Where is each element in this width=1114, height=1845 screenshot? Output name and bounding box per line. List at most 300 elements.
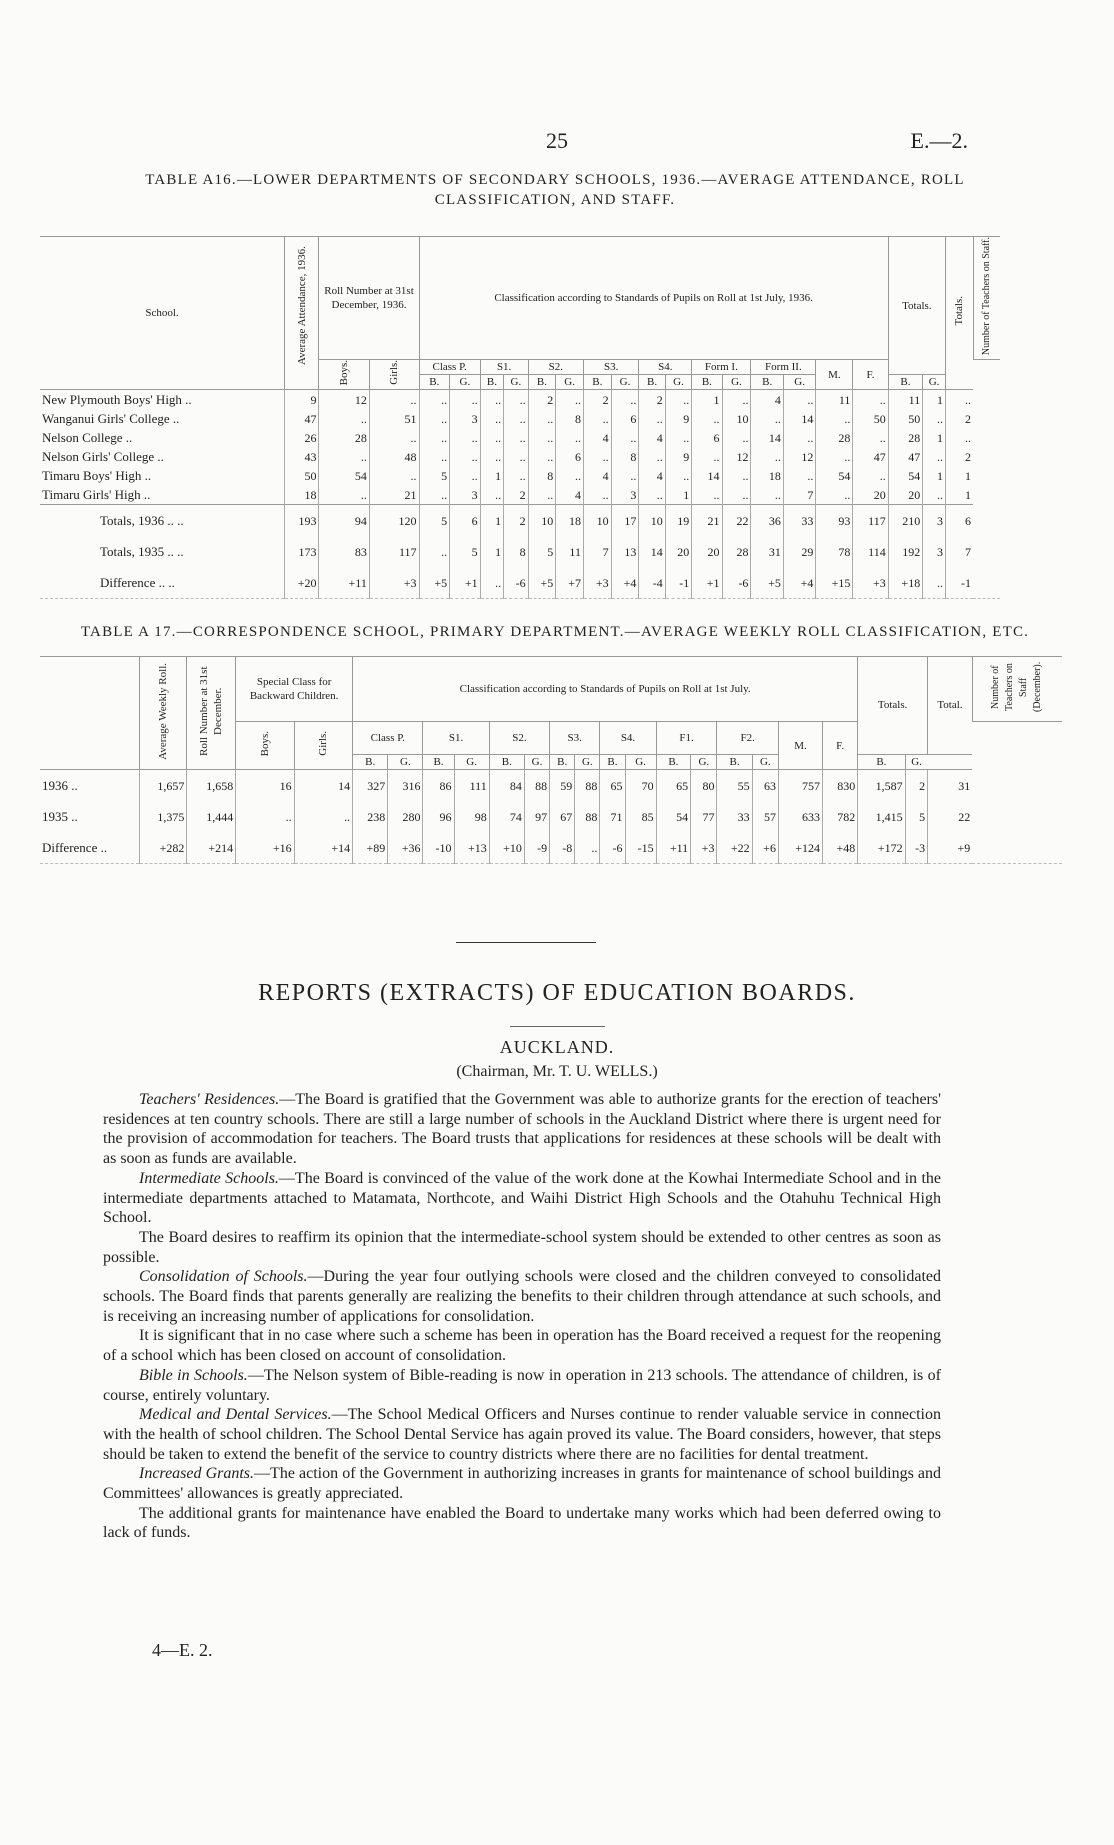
school-name: New Plymouth Boys' High ..: [42, 391, 192, 407]
table-cell: 120: [369, 505, 419, 537]
col-roll: Roll Number at 31st December, 1936.: [319, 237, 419, 360]
table-cell: ..: [528, 409, 556, 428]
table-cell: ..: [923, 485, 946, 505]
col-teachers-label: Number of Teachers on Staff.: [980, 237, 992, 356]
table-cell: 12: [722, 447, 751, 466]
group-header: S4.: [639, 360, 692, 375]
table-cell: 93: [816, 505, 853, 537]
table-cell: 633: [778, 801, 822, 832]
table-cell: 9: [285, 390, 319, 410]
table-cell: +48: [823, 832, 858, 864]
table-cell: ..: [419, 447, 450, 466]
table-cell: -3: [905, 832, 928, 864]
table-cell: -4: [639, 567, 665, 599]
table-cell: 19: [665, 505, 691, 537]
boys-label: Boys.: [258, 730, 271, 757]
table-cell: +4: [611, 567, 639, 599]
table-cell: 54: [816, 466, 853, 485]
girls-col-header: G.: [691, 754, 717, 769]
group-header: S1.: [480, 360, 528, 375]
table-cell: 77: [691, 801, 717, 832]
report-body: [103, 1090, 941, 1543]
table-cell: 4: [639, 428, 665, 447]
col-total: Total.: [928, 657, 973, 755]
col-average-weekly: [140, 657, 187, 770]
table-cell: ..: [369, 428, 419, 447]
table-cell: 8: [504, 536, 528, 567]
table-cell: ..: [722, 428, 751, 447]
col-classification: Classification according to Standards of Pupils on Roll at 1st July, 1936.: [419, 237, 888, 360]
table-cell: ..: [816, 485, 853, 505]
boys-col-header: B.: [600, 754, 625, 769]
col-average-weekly-label: Average Weekly Roll.: [157, 662, 170, 760]
table-cell: 26: [285, 428, 319, 447]
girls-col-header: G.: [923, 375, 946, 390]
table-cell: ..: [945, 390, 973, 410]
table-cell: 59: [550, 770, 575, 802]
table-cell: 10: [583, 505, 611, 537]
table-cell: +11: [656, 832, 691, 864]
table-cell: 316: [388, 770, 423, 802]
table-cell: ..: [665, 466, 691, 485]
table-cell: ..: [611, 428, 639, 447]
report-paragraph: [103, 1090, 941, 1169]
table-cell: 9: [665, 409, 691, 428]
table-row: [40, 390, 1000, 410]
table-cell: 5: [419, 466, 450, 485]
school-name: Timaru Girls' High ..: [42, 486, 151, 502]
table-cell: 4: [583, 428, 611, 447]
group-header: S3.: [550, 722, 600, 755]
table-cell: -10: [423, 832, 454, 864]
table-cell: 11: [556, 536, 584, 567]
table-cell: 1: [480, 505, 503, 537]
table-cell: 6: [556, 447, 584, 466]
col-special-boys: [236, 722, 294, 770]
table-cell: +3: [853, 567, 888, 599]
boys-col-header: B.: [692, 375, 722, 390]
girls-col-header: G.: [625, 754, 656, 769]
table-cell: 28: [888, 428, 922, 447]
table-cell: 86: [423, 770, 454, 802]
col-year: [40, 657, 140, 770]
table-cell: +5: [751, 567, 783, 599]
table-cell: ..: [783, 390, 815, 410]
school-name: Nelson Girls' College ..: [42, 448, 164, 464]
table-cell: 2: [945, 447, 973, 466]
table-cell: +3: [583, 567, 611, 599]
boys-col-header: B.: [528, 375, 556, 390]
table-cell: +15: [816, 567, 853, 599]
table-cell: 14: [783, 409, 815, 428]
girls-col-header: G.: [504, 375, 528, 390]
table-cell: 20: [692, 536, 722, 567]
paragraph-text: —During the year four outlying schools were closed and the children conveyed to consolidated schools. The Board finds that parents generally are realizing the benefits to their children through attendance at such schools, and is receiving an increasing number of applications for consolidation.: [103, 1268, 942, 1325]
footer-signature: 4—E. 2.: [152, 1640, 213, 1660]
table-cell: 193: [285, 505, 319, 537]
table-cell: 13: [611, 536, 639, 567]
table-cell: ..: [611, 390, 639, 410]
col-roll-december-label: Roll Number at 31st December.: [198, 666, 225, 756]
table-row: [40, 832, 1062, 864]
boys-col-header: B.: [583, 375, 611, 390]
table-cell: 3: [450, 485, 481, 505]
table-cell: ..: [450, 428, 481, 447]
table-cell: 1: [480, 536, 503, 567]
table-cell: ..: [419, 536, 450, 567]
table-cell: +214: [187, 832, 236, 864]
table-cell: +7: [556, 567, 584, 599]
table-cell: 28: [319, 428, 369, 447]
table-cell: 17: [611, 505, 639, 537]
table-cell: 63: [752, 770, 778, 802]
table-cell: 47: [285, 409, 319, 428]
table-cell: ..: [751, 485, 783, 505]
table-cell: ..: [528, 447, 556, 466]
table-cell: 14: [751, 428, 783, 447]
group-header: S2.: [528, 360, 583, 375]
table-cell: ..: [419, 390, 450, 410]
table-cell: -6: [504, 567, 528, 599]
table-cell: +3: [369, 567, 419, 599]
region-heading: AUCKLAND.: [499, 1037, 615, 1057]
table-cell: ..: [665, 428, 691, 447]
table-cell: ..: [480, 567, 503, 599]
table-cell: 28: [722, 536, 751, 567]
boys-col-header: B.: [423, 754, 454, 769]
table-row: [40, 447, 1000, 466]
table-cell: 1,657: [140, 770, 187, 802]
table-cell: ..: [816, 447, 853, 466]
table-cell: 14: [639, 536, 665, 567]
table-cell: -1: [665, 567, 691, 599]
table-cell: ..: [945, 428, 973, 447]
table-cell: 117: [369, 536, 419, 567]
table-cell: +4: [783, 567, 815, 599]
report-paragraph: [103, 1228, 941, 1267]
table-cell: 36: [751, 505, 783, 537]
table-cell: 1: [945, 466, 973, 485]
table-cell: ..: [583, 485, 611, 505]
table-cell: -9: [524, 832, 549, 864]
table-cell: -15: [625, 832, 656, 864]
table-cell: 21: [369, 485, 419, 505]
table-cell: 97: [524, 801, 549, 832]
report-paragraph: [103, 1326, 941, 1365]
table-a16-caption: [40, 170, 1070, 210]
table-cell: +22: [717, 832, 752, 864]
table-cell: 5: [450, 536, 481, 567]
table-cell: ..: [639, 409, 665, 428]
girls-label: Girls.: [388, 360, 401, 386]
col-m: M.: [816, 360, 853, 390]
table-cell: 54: [319, 466, 369, 485]
table-cell: ..: [450, 390, 481, 410]
table-cell: ..: [480, 428, 503, 447]
table-cell: ..: [369, 466, 419, 485]
table-cell: ..: [783, 428, 815, 447]
table-cell: ..: [639, 447, 665, 466]
table-cell: 3: [923, 505, 946, 537]
page-number: 25: [546, 128, 568, 153]
col-teachers-label: Number of Teachers on Staff (December).: [990, 661, 1044, 713]
table-cell: 327: [353, 770, 388, 802]
table-cell: ..: [294, 801, 352, 832]
table-cell: 7: [583, 536, 611, 567]
table-cell: 47: [853, 447, 888, 466]
table-cell: 1,375: [140, 801, 187, 832]
col-roll-december: [187, 657, 236, 770]
table-cell: ..: [504, 428, 528, 447]
table-cell: +124: [778, 832, 822, 864]
boys-col-header: B.: [480, 375, 503, 390]
table-cell: +3: [691, 832, 717, 864]
table-cell: 10: [528, 505, 556, 537]
table-cell: ..: [722, 390, 751, 410]
group-header: Form I.: [692, 360, 751, 375]
table-cell: 51: [369, 409, 419, 428]
girls-col-header: G.: [783, 375, 815, 390]
table-cell: ..: [692, 409, 722, 428]
table-cell: 7: [945, 536, 973, 567]
table-cell: 1: [923, 428, 946, 447]
table-cell: 757: [778, 770, 822, 802]
table-cell: 33: [783, 505, 815, 537]
col-classification: Classification according to Standards of Pupils on Roll at 1st July.: [353, 657, 858, 722]
title-rule: [510, 1026, 605, 1027]
paragraph-heading: Teachers' Residences.: [139, 1091, 280, 1108]
table-cell: 67: [550, 801, 575, 832]
col-roll-girls: [369, 360, 419, 390]
table-cell: ..: [556, 466, 584, 485]
table-cell: ..: [751, 447, 783, 466]
table-cell: ..: [504, 466, 528, 485]
col-special-girls: [294, 722, 352, 770]
table-cell: 6: [692, 428, 722, 447]
col-totals: [945, 237, 973, 390]
table-cell: 70: [625, 770, 656, 802]
table-cell: ..: [480, 409, 503, 428]
paragraph-text: —The Nelson system of Bible-reading is now in operation in 213 schools. The attendance of children, is of course, entirely voluntary.: [103, 1366, 942, 1404]
table-cell: 6: [945, 505, 973, 537]
summary-label: Totals, 1935 .. ..: [100, 543, 184, 559]
table-cell: 5: [419, 505, 450, 537]
girls-label: Girls.: [317, 731, 330, 756]
table-cell: +20: [285, 567, 319, 599]
table-cell: ..: [583, 447, 611, 466]
table-cell: ..: [923, 447, 946, 466]
table-cell: 28: [816, 428, 853, 447]
col-average-label: Average Attendance, 1936.: [295, 246, 308, 366]
table-cell: 88: [524, 770, 549, 802]
table-cell: ..: [853, 466, 888, 485]
caption-line: TABLE A16.—LOWER DEPARTMENTS OF SECONDARY SCHOOLS, 1936.—AVERAGE ATTENDANCE, ROLL: [145, 172, 965, 188]
table-cell: +9: [928, 832, 973, 864]
table-cell: ..: [450, 466, 481, 485]
table-cell: ..: [369, 390, 419, 410]
summary-label: Difference .. ..: [100, 574, 175, 590]
table-cell: 2: [504, 505, 528, 537]
paragraph-text: —The Board is convinced of the value of the work done at the Kowhai Intermediate School and in the intermediate departments attached to Matamata, Northcote, and Waihi District High Schools and the Otahuhu Technical High School.: [103, 1169, 941, 1227]
col-totals-label: Totals.: [953, 296, 966, 326]
table-row: [40, 466, 1000, 485]
report-paragraph: [103, 1464, 941, 1503]
girls-col-header: G.: [905, 754, 928, 769]
table-cell: +1: [692, 567, 722, 599]
boys-label: Boys.: [338, 360, 351, 386]
paragraph-text: The additional grants for maintenance have enabled the Board to undertake many works which had been deferred owing to lack of funds.: [103, 1504, 941, 1542]
table-cell: 54: [888, 466, 922, 485]
table-cell: 98: [454, 801, 489, 832]
table-row: [40, 409, 1000, 428]
table-cell: 192: [888, 536, 922, 567]
table-cell: ..: [583, 409, 611, 428]
table-cell: 18: [751, 466, 783, 485]
table-cell: 85: [625, 801, 656, 832]
row-label: Difference ..: [42, 839, 108, 855]
table-cell: 65: [656, 770, 691, 802]
table-cell: +282: [140, 832, 187, 864]
table-cell: 12: [783, 447, 815, 466]
table-cell: ..: [236, 801, 294, 832]
paragraph-text: —The action of the Government in authorizing increases in grants for maintenance of school buildings and Committees' allowances is greatly appreciated.: [103, 1465, 942, 1503]
table-cell: 2: [528, 390, 556, 410]
paragraph-heading: Increased Grants.: [139, 1465, 255, 1483]
table-cell: ..: [480, 390, 503, 410]
summary-row: [40, 536, 1000, 567]
table-cell: +1: [450, 567, 481, 599]
summary-label: Totals, 1936 .. ..: [40, 505, 285, 537]
table-cell: ..: [575, 832, 600, 864]
row-label: 1936 ..: [40, 770, 140, 802]
table-a17-caption: TABLE A 17.—CORRESPONDENCE SCHOOL, PRIMARY DEPARTMENT.—AVERAGE WEEKLY ROLL CLASSIFICATION, ETC.: [80, 624, 1030, 640]
table-cell: +6: [752, 832, 778, 864]
boys-col-header: B.: [858, 754, 905, 769]
table-cell: +13: [454, 832, 489, 864]
table-cell: 2: [905, 770, 928, 802]
table-cell: ..: [419, 485, 450, 505]
paragraph-text: It is significant that in no case where such a scheme has been in operation has the Board received a request for the reopening of a school which has been closed on account of consolidation.: [103, 1327, 941, 1365]
table-cell: 12: [319, 390, 369, 410]
table-cell: +10: [489, 832, 524, 864]
table-cell: ..: [853, 390, 888, 410]
boys-col-header: B.: [656, 754, 691, 769]
table-cell: 50: [285, 466, 319, 485]
table-cell: 20: [853, 485, 888, 505]
group-header: Class P.: [353, 722, 423, 755]
girls-col-header: G.: [722, 375, 751, 390]
table-cell: 47: [888, 447, 922, 466]
table-cell: 48: [369, 447, 419, 466]
table-cell: -6: [722, 567, 751, 599]
table-cell: 3: [611, 485, 639, 505]
table-cell: 20: [888, 485, 922, 505]
table-cell: ..: [504, 447, 528, 466]
table-cell: 50: [888, 409, 922, 428]
group-header: S3.: [583, 360, 638, 375]
girls-col-header: G.: [575, 754, 600, 769]
table-cell: 4: [583, 466, 611, 485]
table-cell: 83: [319, 536, 369, 567]
table-cell: ..: [528, 428, 556, 447]
boys-col-header: B.: [717, 754, 752, 769]
girls-col-header: G.: [388, 754, 423, 769]
paragraph-text: —The School Medical Officers and Nurses continue to render valuable service in connection with the health of school children. The School Dental Service has again proved its value. The Board considers, however, that steps should be taken to extend the benefit of the service to country districts where there are no facilities for dental treatment.: [103, 1406, 941, 1463]
paragraph-heading: Consolidation of Schools.: [139, 1268, 308, 1286]
table-cell: 1,415: [858, 801, 905, 832]
table-cell: 31: [928, 770, 973, 802]
table-cell: 22: [722, 505, 751, 537]
paragraph-heading: Bible in Schools.: [139, 1366, 248, 1384]
table-cell: 78: [816, 536, 853, 567]
table-a17: [40, 656, 1062, 864]
table-cell: 14: [692, 466, 722, 485]
col-teachers: [972, 657, 1062, 722]
boys-col-header: B.: [489, 754, 524, 769]
table-cell: 4: [639, 466, 665, 485]
paragraph-heading: Intermediate Schools.: [139, 1169, 279, 1187]
table-cell: 2: [583, 390, 611, 410]
table-cell: ..: [665, 390, 691, 410]
table-cell: 9: [665, 447, 691, 466]
col-f: F.: [853, 360, 888, 390]
table-cell: 88: [575, 801, 600, 832]
paragraph-text: —The Board is gratified that the Government was able to authorize grants for the erection of teachers' residences at ten country schools. There are still a large number of schools in the Auckland District where there is urgent need for the provision of accommodation for teachers. The Board trusts that applications for residences at these schools will be dealt with as soon as funds are available.: [103, 1091, 941, 1168]
boys-col-header: B.: [419, 375, 450, 390]
table-cell: +172: [858, 832, 905, 864]
table-cell: 94: [319, 505, 369, 537]
report-title: REPORTS (EXTRACTS) OF EDUCATION BOARDS.: [258, 980, 856, 1006]
table-row: [40, 428, 1000, 447]
table-cell: 96: [423, 801, 454, 832]
table-cell: 8: [528, 466, 556, 485]
table-cell: ..: [722, 466, 751, 485]
table-cell: ..: [692, 447, 722, 466]
col-f: F.: [823, 722, 858, 770]
col-teachers: [973, 237, 1000, 360]
group-header: Form II.: [751, 360, 816, 375]
table-cell: -1: [945, 567, 973, 599]
table-cell: ..: [504, 390, 528, 410]
table-cell: 55: [717, 770, 752, 802]
table-cell: ..: [556, 428, 584, 447]
table-cell: 1: [692, 390, 722, 410]
table-cell: 65: [600, 770, 625, 802]
table-cell: 10: [639, 505, 665, 537]
table-cell: +11: [319, 567, 369, 599]
table-cell: 33: [717, 801, 752, 832]
table-cell: ..: [450, 447, 481, 466]
table-cell: 2: [504, 485, 528, 505]
boys-col-header: B.: [888, 375, 922, 390]
table-cell: 2: [945, 409, 973, 428]
summary-row: [40, 567, 1000, 599]
col-m: M.: [778, 722, 822, 770]
school-name: Nelson College ..: [42, 429, 133, 445]
chairman-line: (Chairman, Mr. T. U. WELLS.): [456, 1063, 658, 1080]
group-header: S2.: [489, 722, 549, 755]
col-totals-group: Totals.: [858, 657, 928, 755]
report-paragraph: [103, 1405, 941, 1464]
table-a16: [40, 236, 1000, 599]
table-cell: ..: [816, 409, 853, 428]
table-cell: ..: [319, 447, 369, 466]
table-cell: 1: [665, 485, 691, 505]
table-cell: +5: [528, 567, 556, 599]
table-cell: +14: [294, 832, 352, 864]
table-cell: 2: [639, 390, 665, 410]
table-cell: ..: [319, 409, 369, 428]
